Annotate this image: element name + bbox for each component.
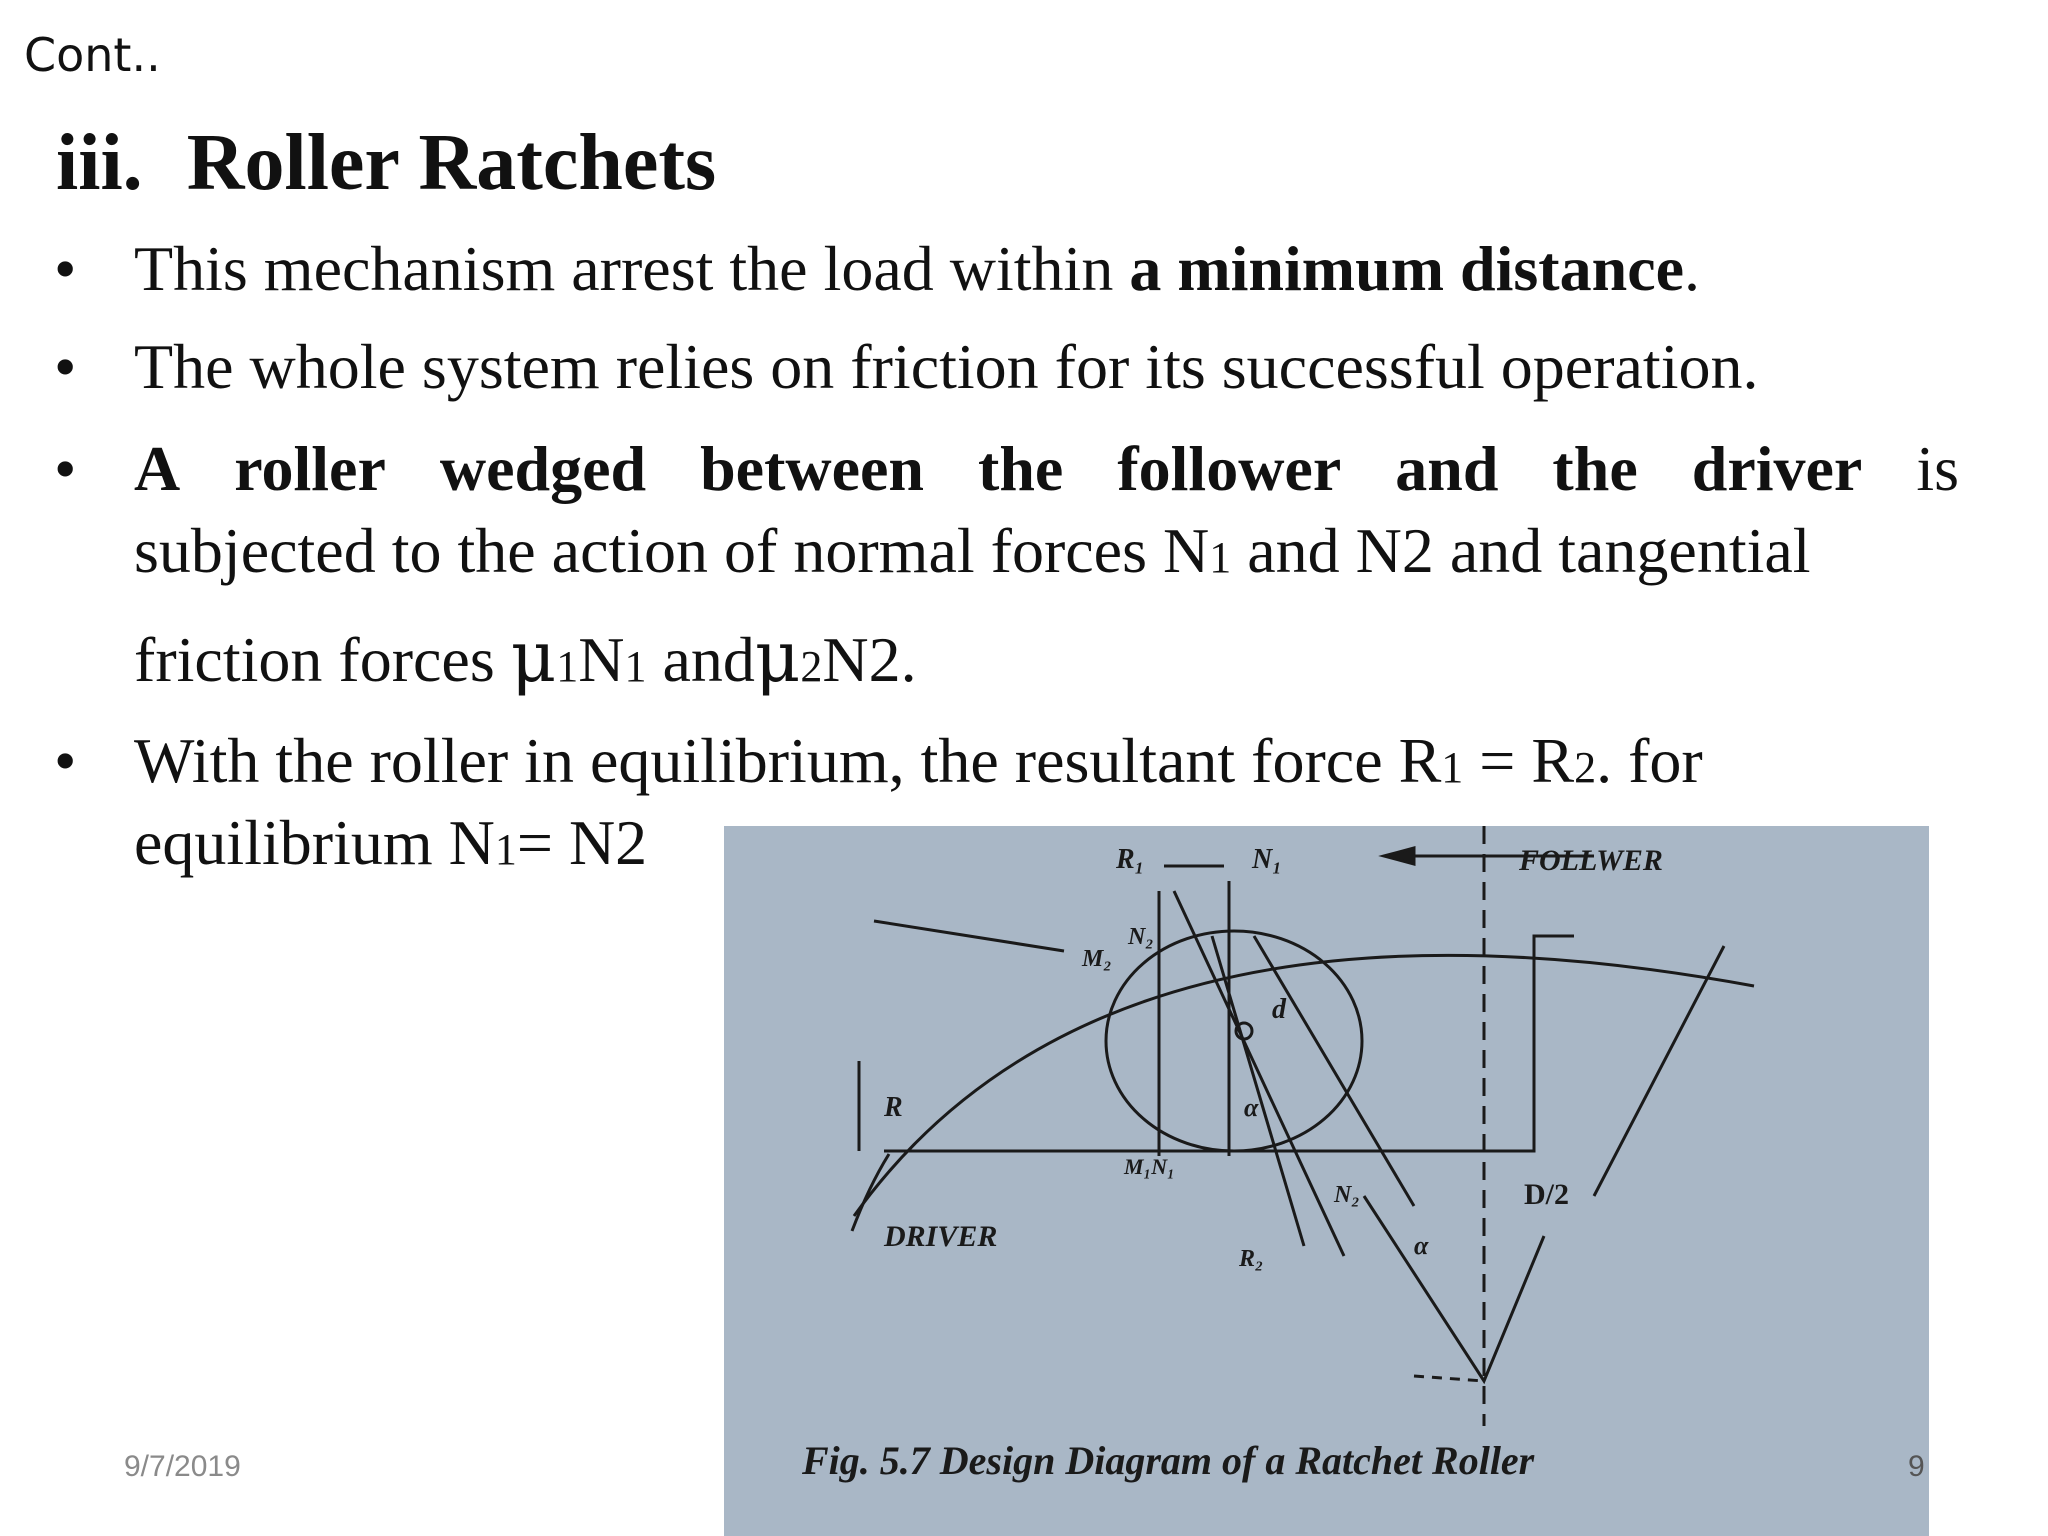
label-d: d — [1272, 994, 1286, 1025]
label-mu2: M₂ — [1082, 946, 1112, 972]
ratchet-roller-diagram — [724, 826, 1929, 1536]
bullet-dot: • — [54, 233, 77, 304]
label-r1: R₁ — [1116, 844, 1145, 875]
radius-line — [1594, 946, 1724, 1196]
bullet-dot: • — [54, 331, 77, 402]
label-n1: N₁ — [1252, 844, 1282, 875]
label-d2: D/2 — [1524, 1178, 1569, 1211]
label-driver: DRIVER — [884, 1220, 998, 1253]
label-n2-top: N₂ — [1128, 924, 1154, 950]
page-number: 9 — [1908, 1450, 1925, 1483]
arrow-head — [1384, 848, 1414, 864]
slide-title — [56, 118, 716, 209]
title-number: iii. — [56, 119, 143, 207]
bullet-3-line-2: subjected to the action of normal forces N1 and N2 and tangential — [134, 515, 1811, 586]
bullet-dot: • — [54, 725, 77, 796]
dashed-line — [1414, 1376, 1484, 1381]
label-follower: FOLLWER — [1519, 844, 1663, 877]
continuation-label: Cont.. — [24, 28, 161, 82]
bullet-3-line-3: friction forces μ1N1 andμ2N2. — [134, 616, 917, 698]
tangent-line — [874, 921, 1064, 951]
bullet-dot: • — [54, 433, 77, 504]
force-line — [1254, 936, 1414, 1206]
label-n2: N₂ — [1334, 1182, 1360, 1208]
footer-date: 9/7/2019 — [124, 1450, 241, 1483]
alpha-lines — [1364, 1196, 1544, 1381]
label-mu1n1: M₁N₁ — [1124, 1154, 1175, 1179]
follower-arc — [854, 955, 1754, 1216]
bullet-3-line-1: A roller wedged between the follower and the driver is — [134, 433, 1959, 504]
roller-circle — [1106, 931, 1362, 1151]
bullet-4-line-2: equilibrium N1= N2 — [134, 807, 648, 878]
bullet-1: This mechanism arrest the load within a minimum distance. — [134, 233, 1700, 304]
figure-caption: Fig. 5.7 Design Diagram of a Ratchet Roller — [802, 1438, 1535, 1483]
diagram-svg — [724, 826, 1929, 1536]
bullet-2: The whole system relies on friction for its successful operation. — [134, 331, 1759, 402]
label-alpha2: α — [1414, 1231, 1429, 1260]
label-alpha: α — [1244, 1093, 1259, 1122]
bullet-4-line-1: With the roller in equilibrium, the resultant force R1 = R2. for — [134, 725, 1703, 796]
label-r: R — [884, 1092, 903, 1123]
label-r2: R₂ — [1239, 1246, 1264, 1272]
title-text: Roller Ratchets — [186, 119, 717, 207]
force-line — [1212, 936, 1304, 1246]
